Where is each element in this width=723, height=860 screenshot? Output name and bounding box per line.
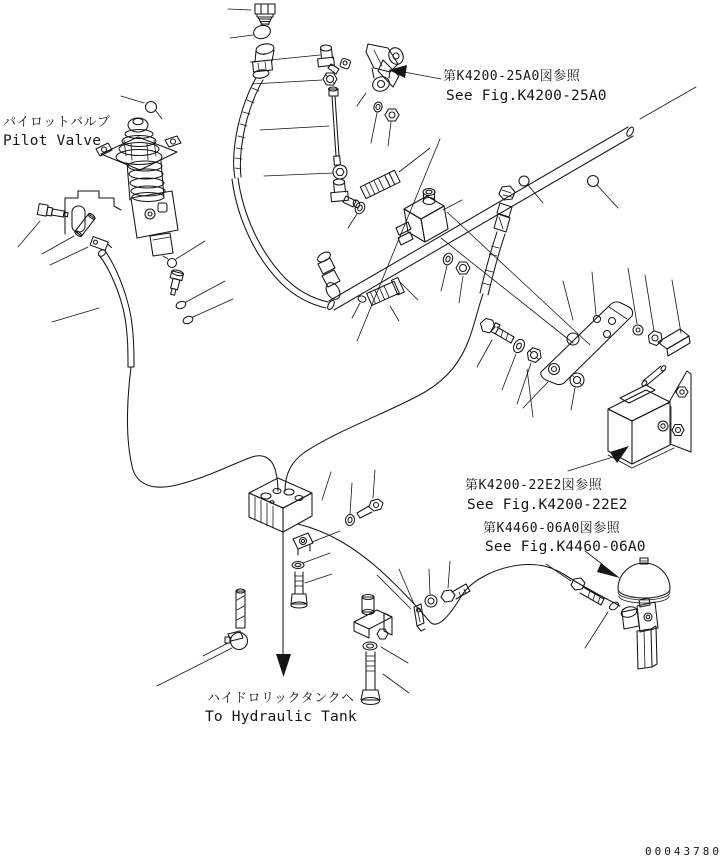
elbow-fitting	[318, 45, 339, 74]
ref-4460-label-en: See Fig.K4460-06A0	[485, 539, 646, 555]
hose-runs	[128, 294, 621, 624]
pilot-valve-assembly	[96, 96, 233, 325]
bracket-plate	[541, 302, 633, 385]
spiral-hose	[232, 78, 328, 308]
nut	[323, 73, 337, 85]
callout-balloon	[182, 315, 194, 325]
nipple-fitting	[166, 269, 184, 296]
drawing-number: 00043780	[645, 845, 722, 858]
hose-clip	[414, 604, 425, 631]
pipe-end-fitting	[316, 250, 343, 302]
l-bracket	[354, 610, 392, 639]
callout-balloon	[168, 259, 177, 268]
pilot-valve-label-en: Pilot Valve	[3, 133, 102, 149]
long-bolt	[361, 652, 380, 705]
lock-washer	[570, 373, 584, 387]
spring-pin	[236, 589, 245, 628]
callout-balloon	[519, 176, 529, 186]
ref-22e2-label-en: See Fig.K4200-22E2	[467, 497, 628, 513]
mount-box-group	[527, 369, 691, 471]
ring-nut	[333, 165, 347, 179]
flow-arrow-down-icon	[276, 654, 291, 677]
o-ring	[252, 24, 272, 41]
thin-rod	[329, 87, 341, 165]
plate-bolt	[479, 317, 514, 343]
right-hose-group	[480, 176, 618, 296]
top-manifold-group	[250, 44, 441, 179]
to-tank-label-en: To Hydraulic Tank	[205, 709, 357, 725]
small-nut	[385, 109, 399, 121]
small-bolt-right	[441, 584, 470, 602]
hex-plug	[255, 4, 275, 25]
ref-4460-label-jp: 第K4460-06A0図参照	[483, 521, 621, 536]
spacer-cylinder	[362, 595, 374, 615]
top-plug-group	[228, 4, 328, 308]
accumulator-group	[546, 551, 670, 669]
tube-clamp	[293, 533, 313, 555]
pilot-hose	[52, 248, 134, 367]
small-bolt	[37, 204, 68, 220]
ref-25a0-label-jp: 第K4200-25A0図参照	[443, 69, 581, 84]
accumulator-dome	[618, 563, 670, 598]
callout-balloon	[146, 102, 157, 113]
clamp-ring	[225, 631, 248, 650]
threaded-plug	[366, 277, 404, 306]
vertical-bolt	[291, 572, 307, 608]
right-nut	[646, 329, 664, 346]
plate-nut	[525, 346, 543, 363]
to-tank-label-jp: ハイドロリックタンクヘ	[207, 691, 355, 706]
horizontal-bolt	[357, 499, 383, 518]
callout-balloon	[175, 300, 187, 310]
reference-arrow-4460-icon	[597, 563, 620, 578]
callout-balloon	[608, 601, 620, 612]
pilot-valve-label-jp: パイロットバルブ	[3, 115, 111, 130]
ref-22e2-label-jp: 第K4200-22E2図参照	[465, 478, 603, 493]
ref-25a0-label-en: See Fig.K4200-25A0	[446, 88, 607, 104]
mid-nut	[456, 262, 470, 274]
threaded-fitting	[360, 170, 400, 198]
manifold-block-group	[157, 470, 383, 686]
reference-arrow-25a0-icon	[389, 65, 407, 78]
l-bracket-group	[354, 561, 470, 705]
accumulator-valve	[620, 598, 658, 632]
